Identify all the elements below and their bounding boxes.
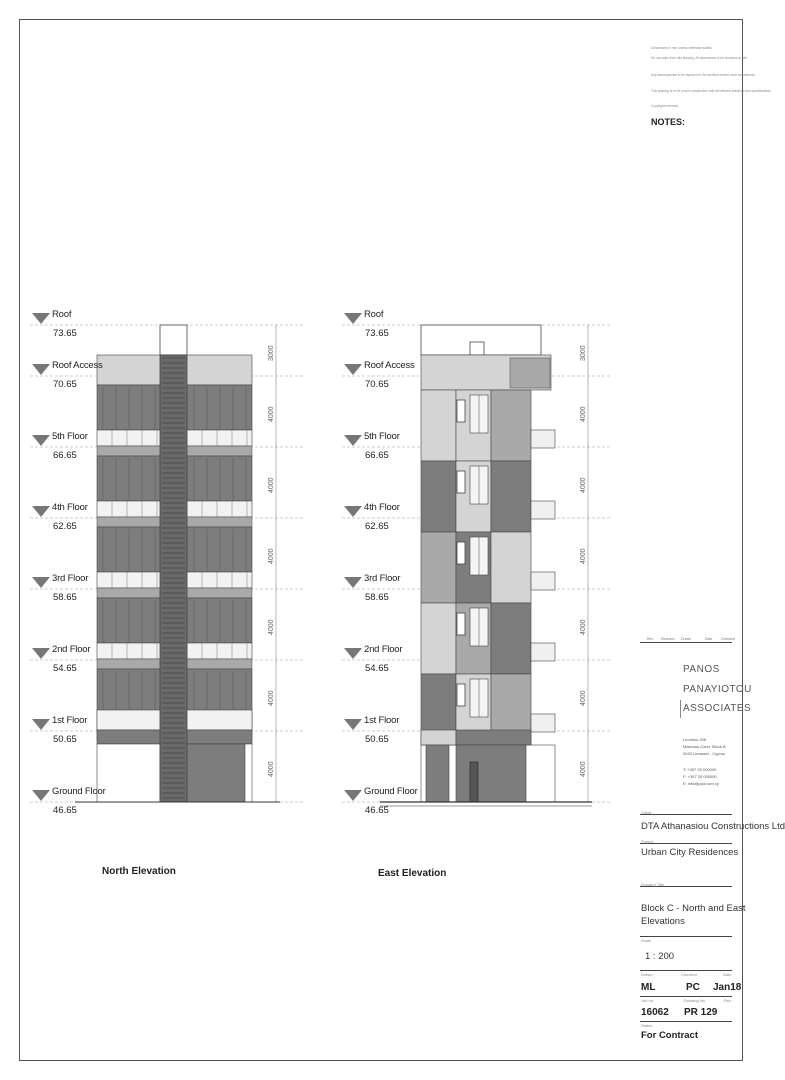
note-line: Do not scale from this drawing. All dimensions to be checked on site. [651,56,748,60]
north-dimension-label: 3000 [268,344,275,361]
tb-divider [640,996,732,997]
east-ground-panel [456,745,526,802]
east-panel [421,532,456,603]
east-elevation-title: East Elevation [378,868,447,879]
east-level-marker-icon [344,364,362,375]
east-level-name: 3rd Floor [364,573,401,584]
east-roof-panel [510,358,550,388]
east-roof-window [470,342,484,355]
east-balcony [531,501,555,519]
north-stair-core [160,355,187,802]
project-label: Project [641,839,654,844]
revision-header: Checked [721,637,735,641]
east-balcony [531,714,555,732]
north-level-value: 62.65 [53,521,77,532]
east-level-name: Roof Access [364,360,415,371]
tb-divider [640,843,732,844]
north-level-name: 3rd Floor [52,573,89,584]
east-panel [491,532,531,603]
north-elevation-title: North Elevation [102,866,176,877]
status-value: For Contract [641,1030,698,1041]
revision-header: Drawn [681,637,692,641]
revision-header: Revision [661,637,675,641]
east-level-name: Roof [364,309,384,320]
east-first-band [456,730,531,745]
north-level-marker-icon [32,313,50,324]
east-level-name: Ground Floor [364,786,418,797]
drawn-label: Drawn [641,972,653,977]
east-balcony [531,643,555,661]
firm-address: 3020 Limassol - Cyprus [683,751,726,756]
north-level-marker-icon [32,577,50,588]
notes-title: NOTES: [651,117,686,127]
status-label: Status [641,1023,653,1028]
revision-row-line [640,642,732,643]
firm-logo-line1: PANOS [683,664,720,675]
north-dimension-label: 4000 [268,760,275,777]
client-name: DTA Athanasiou Constructions Ltd [641,821,785,832]
client-label: Client [641,810,652,815]
east-balcony [531,430,555,448]
east-level-marker-icon [344,435,362,446]
east-dimension-label: 3000 [580,344,587,361]
east-level-name: 1st Floor [364,715,400,726]
east-panel [491,390,531,461]
east-dimension-label: 4000 [580,547,587,564]
tb-divider [640,936,732,937]
date-label: Date [723,972,732,977]
east-level-value: 50.65 [365,734,389,745]
drawing-title-line1: Block C - North and East [641,903,746,914]
north-dimension-label: 4000 [268,689,275,706]
firm-logo-line2: PANAYIOTOU [683,684,752,695]
north-level-marker-icon [32,506,50,517]
tb-divider [640,1021,732,1022]
east-level-marker-icon [344,506,362,517]
east-first-band [421,730,456,745]
east-entrance-door [470,762,478,802]
east-window [457,542,465,564]
checked-value: PC [686,982,700,993]
note-line: Dimensions in mm unless otherwise stated. [651,46,713,50]
firm-address: Maximos Court, Block B [683,744,726,749]
east-window [457,613,465,635]
checked-label: Checked [681,972,697,977]
east-level-name: 4th Floor [364,502,400,513]
north-level-marker-icon [32,364,50,375]
east-level-marker-icon [344,790,362,801]
north-level-value: 70.65 [53,379,77,390]
east-level-value: 54.65 [365,663,389,674]
east-level-name: 5th Floor [364,431,400,442]
north-level-name: Roof Access [52,360,103,371]
north-level-marker-icon [32,719,50,730]
firm-email: E: info@ppa.com.cy [683,781,719,786]
north-level-name: 4th Floor [52,502,88,513]
drawing-title-label: Drawing Title [641,882,665,887]
east-window [457,400,465,422]
east-level-marker-icon [344,648,362,659]
revision-header: Rev [647,637,654,641]
north-level-marker-icon [32,790,50,801]
project-name: Urban City Residences [641,847,739,858]
east-dimension-label: 4000 [580,476,587,493]
tb-divider [640,814,732,815]
east-panel [421,390,456,461]
east-dimension-label: 4000 [580,689,587,706]
job-no-label: Job no. [641,998,655,1003]
east-level-value: 46.65 [365,805,389,816]
north-level-marker-icon [32,648,50,659]
east-level-marker-icon [344,719,362,730]
east-level-value: 58.65 [365,592,389,603]
rev-label: Rev [724,998,732,1003]
east-panel [421,461,456,532]
firm-logo-line3: ASSOCIATES [683,703,752,714]
firm-tel: T: +357 25 000000 [683,767,717,772]
job-no-value: 16062 [641,1007,669,1018]
firm-fax: F: +357 25 000000 [683,774,717,779]
drawn-value: ML [641,982,656,993]
scale-label: Scale [641,938,652,943]
north-dimension-label: 4000 [268,405,275,422]
logo-divider [680,700,681,718]
east-level-value: 66.65 [365,450,389,461]
scale-value: 1 : 200 [645,951,675,962]
north-level-name: 2nd Floor [52,644,91,655]
revision-header: Date [705,637,713,641]
east-level-marker-icon [344,313,362,324]
drawing-title-line2: Elevations [641,916,685,927]
note-line: Any discrepancies to be reported to the architect before work commences. [651,73,756,77]
east-dimension-label: 4000 [580,405,587,422]
east-level-marker-icon [344,577,362,588]
north-level-value: 58.65 [53,592,77,603]
tb-divider [640,970,732,971]
east-level-name: 2nd Floor [364,644,403,655]
east-panel [491,603,531,674]
north-level-name: Roof [52,309,72,320]
north-level-name: 5th Floor [52,431,88,442]
date-value: Jan18 [713,982,742,993]
east-dimension-label: 4000 [580,760,587,777]
east-balcony [531,572,555,590]
east-dimension-label: 4000 [580,618,587,635]
north-level-name: Ground Floor [52,786,106,797]
east-panel [491,461,531,532]
north-roof-access-box [160,325,187,355]
firm-address: Leontiou 206 [683,737,707,742]
north-level-value: 50.65 [53,734,77,745]
east-window [457,471,465,493]
north-level-value: 54.65 [53,663,77,674]
east-ground-panel [426,745,449,802]
north-level-name: 1st Floor [52,715,88,726]
north-level-marker-icon [32,435,50,446]
note-line: This drawing is to be read in conjunction with all relevant drawings and specifications. [651,89,772,93]
note-line: Copyright reserved. [651,104,679,108]
east-level-value: 73.65 [365,328,389,339]
north-level-value: 73.65 [53,328,77,339]
east-level-value: 70.65 [365,379,389,390]
east-level-value: 62.65 [365,521,389,532]
drawing-no-value: PR 129 [684,1007,718,1018]
north-dimension-label: 4000 [268,476,275,493]
drawing-no-label: Drawing No. [684,998,707,1003]
east-window [457,684,465,706]
north-dimension-label: 4000 [268,547,275,564]
north-dimension-label: 4000 [268,618,275,635]
east-panel [421,603,456,674]
north-level-value: 66.65 [53,450,77,461]
north-level-value: 46.65 [53,805,77,816]
